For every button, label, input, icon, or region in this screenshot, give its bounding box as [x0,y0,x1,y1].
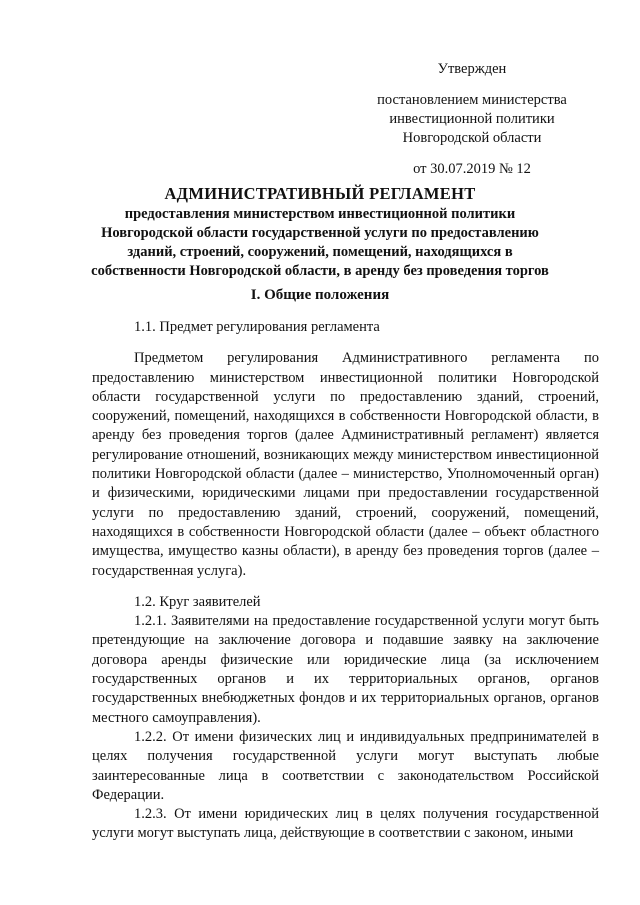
section-title: I. Общие положения [250,287,390,303]
approval-line-3: Новгородской области [402,130,542,146]
subsection-heading-1-1: 1.1. Предмет регулирования регламента [134,319,380,335]
paragraph-1-1: Предметом регулирования Административного регламента по предоставлению министерством инвестиционной политики Новгородской области государственной услуги по предоставлению зданий, строений, сооружений, помещений, находящихся в собственности Новгородской области, в аренду без проведения торгов (далее Административный регламент) является регулирование отношений, возникающих между министерством инвестиционной политики Новгородской области (далее – министерство, Уполномоченный орган) и физическими, юридическими лицами при предоставлении государственной услуги по предоставлению зданий, строений, сооружений, помещений, находящихся в собственности Новгородской области (далее – объект областного имущества, имущество казны области), в аренду без проведения торгов (далее – государственная услуга). [92,350,599,579]
approval-block [362,60,582,179]
paragraph-1-2-1: 1.2.1. Заявителями на предоставление государственной услуги могут быть претендующие на заключение договора и подавшие заявку на заключение договора аренды физические или юридические лица (за исключением государственных органов и их территориальных органов, органов государственных внебюджетных фондов и их территориальных органов, органов местного самоуправления). [92,613,599,726]
document-subtitle: предоставления министерством инвестиционной политики Новгородской области государственной услуги по предоставлению зданий, строений, сооружений, помещений, находящихся в собственности Новгородской области, в аренду без проведения торгов [91,206,549,279]
approval-title: Утвержден [437,61,507,77]
approval-date: от 30.07.2019 № 12 [413,161,531,177]
document-body [92,318,599,844]
subsection-heading-1-2: 1.2. Круг заявителей [134,593,261,610]
paragraph-1-2-2: 1.2.2. От имени физических лиц и индивидуальных предпринимателей в целях получения государственной услуги могут выступать любые заинтересованные лица в соответствии с законодательством Российской Федерации. [92,728,599,803]
paragraph-1-2-3: 1.2.3. От имени юридических лиц в целях получения государственной услуги могут выступать лица, действующие в соответствии с законом, иными [92,806,599,842]
document-title: АДМИНИСТРАТИВНЫЙ РЕГЛАМЕНТ [164,184,476,203]
approval-line-2: инвестиционной политики [389,111,555,127]
approval-line-1: постановлением министерства [377,92,567,108]
